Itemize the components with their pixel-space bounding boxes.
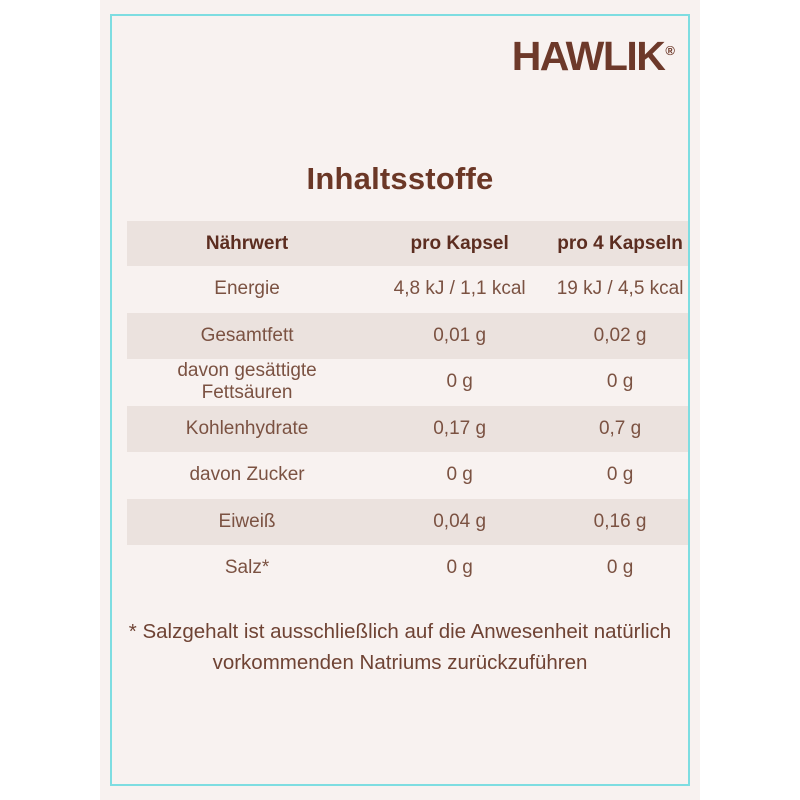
nutrient-cell: Gesamtfett [200,324,294,346]
salt-footnote [100,616,700,678]
per-capsule-cell: 0,01 g [433,324,487,346]
nutrient-cell: Energie [214,278,280,300]
table-header-nutrient: Nährwert [205,232,289,254]
nutrient-cell: davon gesättigte Fettsäuren [177,360,317,404]
table-row [127,313,688,360]
table-row [127,406,688,453]
per-4-capsules-cell: 0,02 g [593,324,647,346]
per-capsule-cell: 0,17 g [433,417,487,439]
brand-logo-text: HAWLIK [511,33,665,79]
nutrient-cell: Kohlenhydrate [185,417,309,439]
table-header-per-4-capsules: pro 4 Kapseln [557,232,683,254]
registered-trademark-symbol: ® [665,43,675,59]
table-row [127,266,688,313]
table-row [127,359,688,406]
nutrient-cell: Salz* [224,557,270,579]
salt-footnote-line2: vorkommenden Natriums zurückzuführen [212,651,588,674]
nutrient-cell: Eiweiß [218,510,276,532]
table-row [127,499,688,546]
nutrient-cell: davon Zucker [189,464,305,486]
per-capsule-cell: 4,8 kJ / 1,1 kcal [393,278,526,300]
per-4-capsules-cell: 0 g [606,371,634,393]
per-4-capsules-cell: 0 g [606,464,634,486]
table-row [127,452,688,499]
per-capsule-cell: 0 g [446,557,473,579]
label-card [100,0,700,800]
per-capsule-cell: 0 g [446,464,473,486]
table-header-row [127,221,688,266]
per-capsule-cell: 0,04 g [433,510,487,532]
per-4-capsules-cell: 0,16 g [593,510,647,532]
per-4-capsules-cell: 0,7 g [598,417,642,439]
table-header-per-capsule: pro Kapsel [410,232,509,254]
per-4-capsules-cell: 19 kJ / 4,5 kcal [556,278,684,300]
page-title: Inhaltsstoffe [306,161,494,196]
brand-logo [512,33,675,80]
per-capsule-cell: 0 g [446,371,473,393]
per-4-capsules-cell: 0 g [606,557,634,579]
nutrition-table [127,221,688,592]
table-row [127,545,688,592]
salt-footnote-line1: * Salzgehalt ist ausschließlich auf die Anwesenheit natürlich [128,620,672,643]
